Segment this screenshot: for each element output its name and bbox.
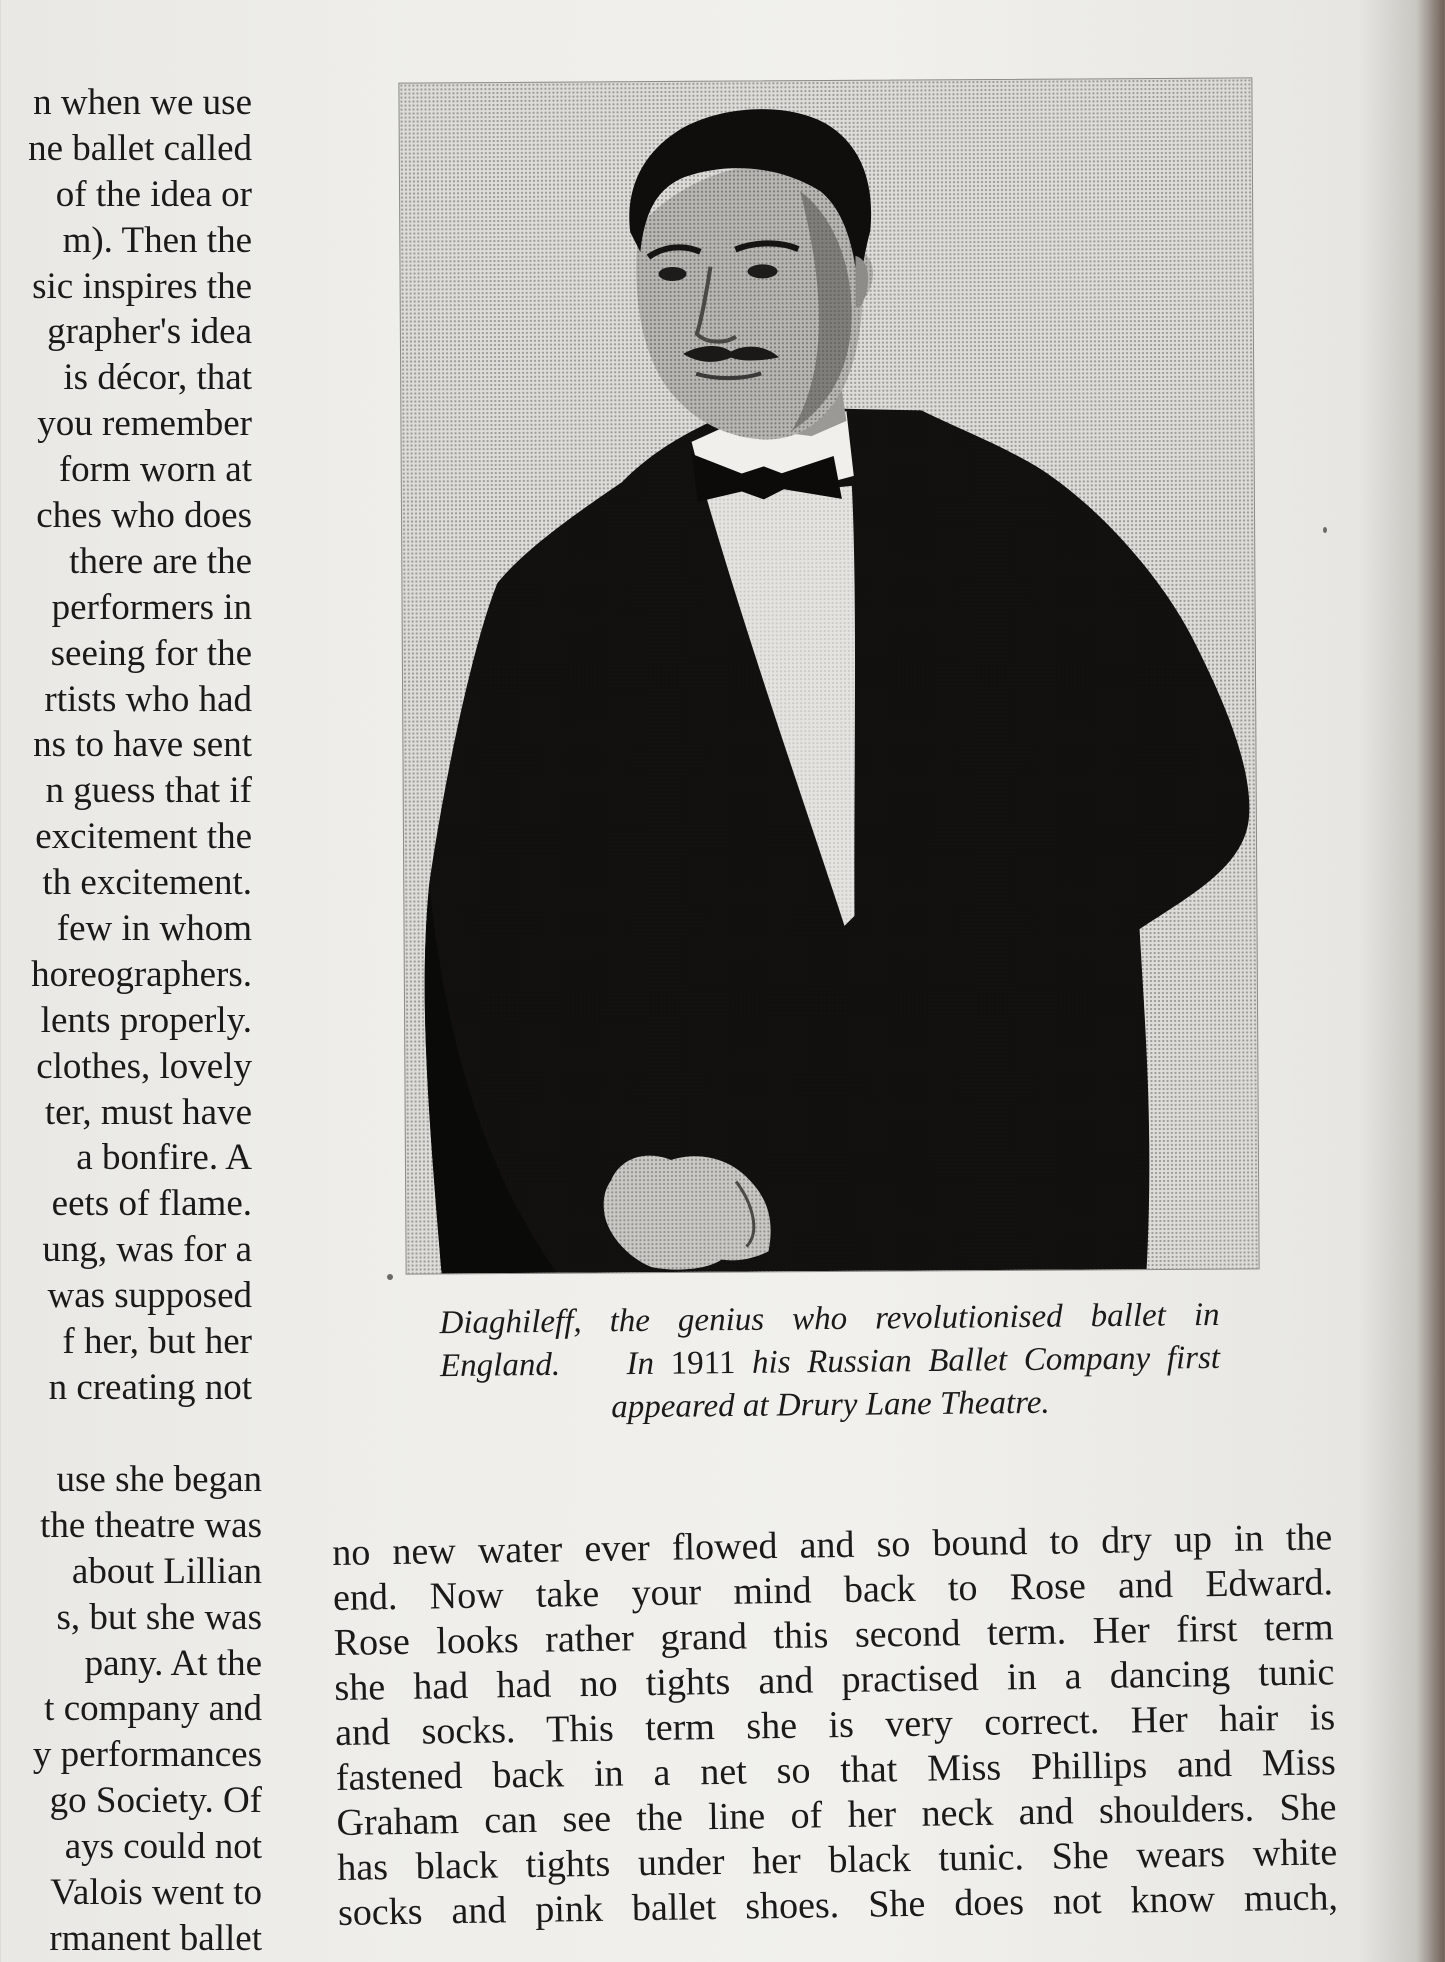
left-column-line: ches who does [36,495,252,537]
caption-line-3: appeared at Drury Lane Theatre. [611,1384,1050,1426]
left-column-line: use she began [56,1459,262,1500]
diaghileff-portrait-photo [398,77,1259,1274]
left-column-line: go Society. Of [49,1780,262,1822]
left-column-line: eets of flame. [51,1183,252,1225]
portrait-illustration [399,78,1258,1273]
left-column-line: s, but she was [56,1596,262,1638]
left-column-line: excitement the [35,816,252,858]
left-column-line: horeographers. [31,953,252,995]
caption-line-2-part-b: In [626,1345,655,1383]
main-text-line: she had had no tights and practised in a dancing tunic [334,1651,1335,1709]
main-text-line: and socks. This term she is very correct. Her hair is [334,1696,1336,1754]
left-column-line: m). Then the [62,219,252,261]
main-body-text [332,1515,1338,1936]
left-column-line: the theatre was [40,1504,262,1546]
left-column-line: of the idea or [55,173,252,215]
main-text-line: socks and pink ballet shoes. She does not know much, [337,1876,1339,1934]
left-column-line: sic inspires the [32,265,252,307]
left-column-line: seeing for the [50,632,252,674]
paper-speck [387,1274,393,1280]
paper-speck [1323,527,1327,533]
left-column-line: ung, was for a [42,1229,252,1271]
left-column-line: ns to have sent [33,724,252,766]
left-column-line: form worn at [58,449,252,491]
left-column-line: was supposed [47,1275,252,1317]
photo-caption [439,1294,1220,1431]
left-column-line: rmanent ballet [49,1917,262,1959]
left-column-line: n when we use [33,82,252,123]
left-column-lower [0,1457,262,1962]
left-column-line: t company and [44,1688,262,1730]
left-column-line: ne ballet called [28,127,252,169]
left-column-line: a bonfire. A [76,1137,252,1179]
caption-line-2-part-a: England. [439,1346,561,1385]
left-column-line: you remember [37,403,252,445]
left-column-line: clothes, lovely [36,1045,252,1087]
left-column-line: Valois went to [50,1872,262,1914]
left-column-line: few in whom [56,908,252,950]
left-column-line: there are the [69,540,252,582]
main-text-line: fastened back in a net so that Miss Phillips and Miss [335,1741,1337,1799]
main-text-line: has black tights under her black tunic. She wears white [336,1831,1338,1889]
caption-line-2 [440,1337,1220,1388]
left-column-line: is décor, that [63,357,252,399]
left-column-line: performers in [51,586,252,628]
main-text-line: no new water ever flowed and so bound to dry up in the [332,1516,1333,1574]
left-column-line: th excitement. [42,862,252,904]
left-column-line: ays could not [64,1826,262,1868]
left-column-line: pany. At the [84,1642,262,1684]
left-column-line: f her, but her [62,1321,252,1363]
main-text-line: end. Now take your mind back to Rose and Edward. [332,1561,1334,1619]
caption-line-1: Diaghileff, the genius who revolutionised ballet in [439,1296,1220,1342]
left-column-line: lents properly. [40,999,252,1041]
caption-year: 1911 [670,1344,736,1382]
left-column-line: grapher's idea [47,311,252,353]
main-text-line: Rose looks rather grand this second term. Her first term [333,1606,1334,1664]
main-text-line: Graham can see the line of her neck and shoulders. She [336,1786,1337,1844]
caption-line-2-part-c: his Russian Ballet Company first [751,1339,1221,1381]
left-column-upper [0,80,252,1411]
left-column-line: rtists who had [44,678,252,720]
left-column-line: n guess that if [45,770,252,812]
left-column-line: y performances [32,1734,262,1776]
left-column-line: about Lillian [71,1550,262,1592]
left-column-line: n creating not [48,1366,252,1408]
left-column-line: ter, must have [44,1091,252,1133]
